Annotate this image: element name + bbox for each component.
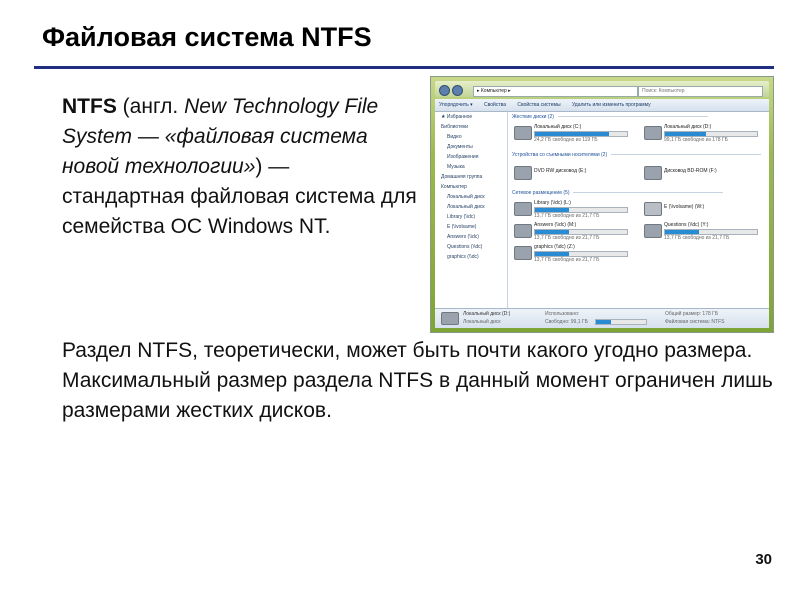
nav-item: Домашняя группа	[441, 174, 483, 180]
content-pane	[508, 112, 769, 308]
explorer-screenshot	[430, 76, 774, 333]
network-drive-library: Library (\\dc) (L:) 13,7 ГБ свободно из 21,7 ГБ	[514, 200, 634, 220]
toolbar-organize: Упорядочить ▾	[439, 102, 473, 108]
details-pane: Локальный диск (D:) Локальный диск Использовано: Свободно: 99,1 ГБ Общий размер: 178 ГБ Файловая система: NTFS	[435, 308, 769, 328]
drive-dvd: DVD RW дисковод (E:)	[514, 164, 634, 184]
nav-item: Library (\\dc)	[447, 214, 476, 220]
slide-title: Файловая система NTFS	[42, 22, 372, 52]
network-drive-graphics: graphics (\\dc) (Z:) 13,7 ГБ свободно из 21,7 ГБ	[514, 244, 634, 264]
drive-c: Локальный диск (C:) 24,2 ГБ свободно из 119 ГБ	[514, 124, 634, 144]
drive-d: Локальный диск (D:) 99,1 ГБ свободно из 178 ГБ	[644, 124, 764, 144]
network-drive-e: E (\\volsame) (W:)	[644, 200, 764, 220]
network-drive-icon	[514, 202, 532, 216]
nav-buttons	[439, 85, 469, 97]
toolbar-uninstall: Удалить или изменить программу	[571, 102, 651, 108]
nav-item: ★ Избранное	[441, 114, 473, 120]
nav-item: Answers (\\dc)	[447, 234, 479, 240]
nav-item: Документы	[447, 144, 473, 150]
bd-drive-icon	[644, 166, 662, 180]
dvd-drive-icon	[514, 166, 532, 180]
section-network: Сетевое размещение (5)	[512, 190, 723, 196]
abbr-english: (англ.	[122, 95, 179, 118]
section-hdd: Жесткие диски (2)	[512, 114, 708, 120]
toolbar-system-properties: Свойства системы	[517, 102, 561, 108]
network-drive-answers: Answers (\\dc) (M:) 13,7 ГБ свободно из 21,7 ГБ	[514, 222, 634, 242]
english-name: New Technology File System	[62, 95, 379, 148]
term-ntfs: NTFS	[62, 95, 117, 118]
nav-item: Музыка	[447, 164, 465, 170]
section-removable: Устройства со съемными носителями (2)	[512, 152, 761, 158]
back-icon	[439, 85, 450, 96]
body-paragraph: Раздел NTFS, теоретически, может быть почти какого угодно размера. Максимальный размер раздела NTFS в данный момент ограничен лишь размерами жестких дисков.	[62, 339, 773, 422]
navigation-pane	[435, 112, 508, 308]
nav-item: E (\\volsame)	[447, 224, 477, 230]
network-drive-disconnected-icon	[644, 202, 662, 216]
network-drive-icon	[514, 224, 532, 238]
dash: —	[137, 125, 159, 148]
intro-paragraph	[62, 92, 417, 242]
address-path: ▸ Компьютер ▸	[473, 86, 638, 97]
nav-item: Видео	[447, 134, 462, 140]
nav-item: Библиотеки	[441, 124, 469, 130]
nav-item: Изображения	[447, 154, 479, 160]
forward-icon	[452, 85, 463, 96]
nav-item: Компьютер	[441, 184, 467, 190]
drive-bd: Дисковод BD-ROM (F:)	[644, 164, 764, 184]
explorer-toolbar	[435, 99, 769, 112]
hdd-icon	[441, 312, 459, 325]
nav-item: graphics (\\dc)	[447, 254, 479, 260]
address-bar	[435, 81, 769, 97]
intro-definition: ) — стандартная файловая система для семейства ОС Windows NT.	[62, 155, 417, 238]
network-drive-icon	[644, 224, 662, 238]
search-input: Поиск: Компьютер	[638, 86, 763, 97]
hdd-icon	[644, 126, 662, 140]
title-divider	[34, 66, 774, 69]
russian-translation: «файловая система новой технологии»	[62, 125, 368, 178]
nav-item: Локальный диск	[447, 194, 485, 200]
hdd-icon	[514, 126, 532, 140]
page-number: 30	[755, 551, 772, 568]
network-drive-icon	[514, 246, 532, 260]
network-drive-questions: Questions (\\dc) (Y:) 13,7 ГБ свободно из 21,7 ГБ	[644, 222, 764, 242]
toolbar-properties: Свойства	[484, 102, 507, 108]
nav-item: Локальный диск	[447, 204, 485, 210]
nav-item: Questions (\\dc)	[447, 244, 483, 250]
